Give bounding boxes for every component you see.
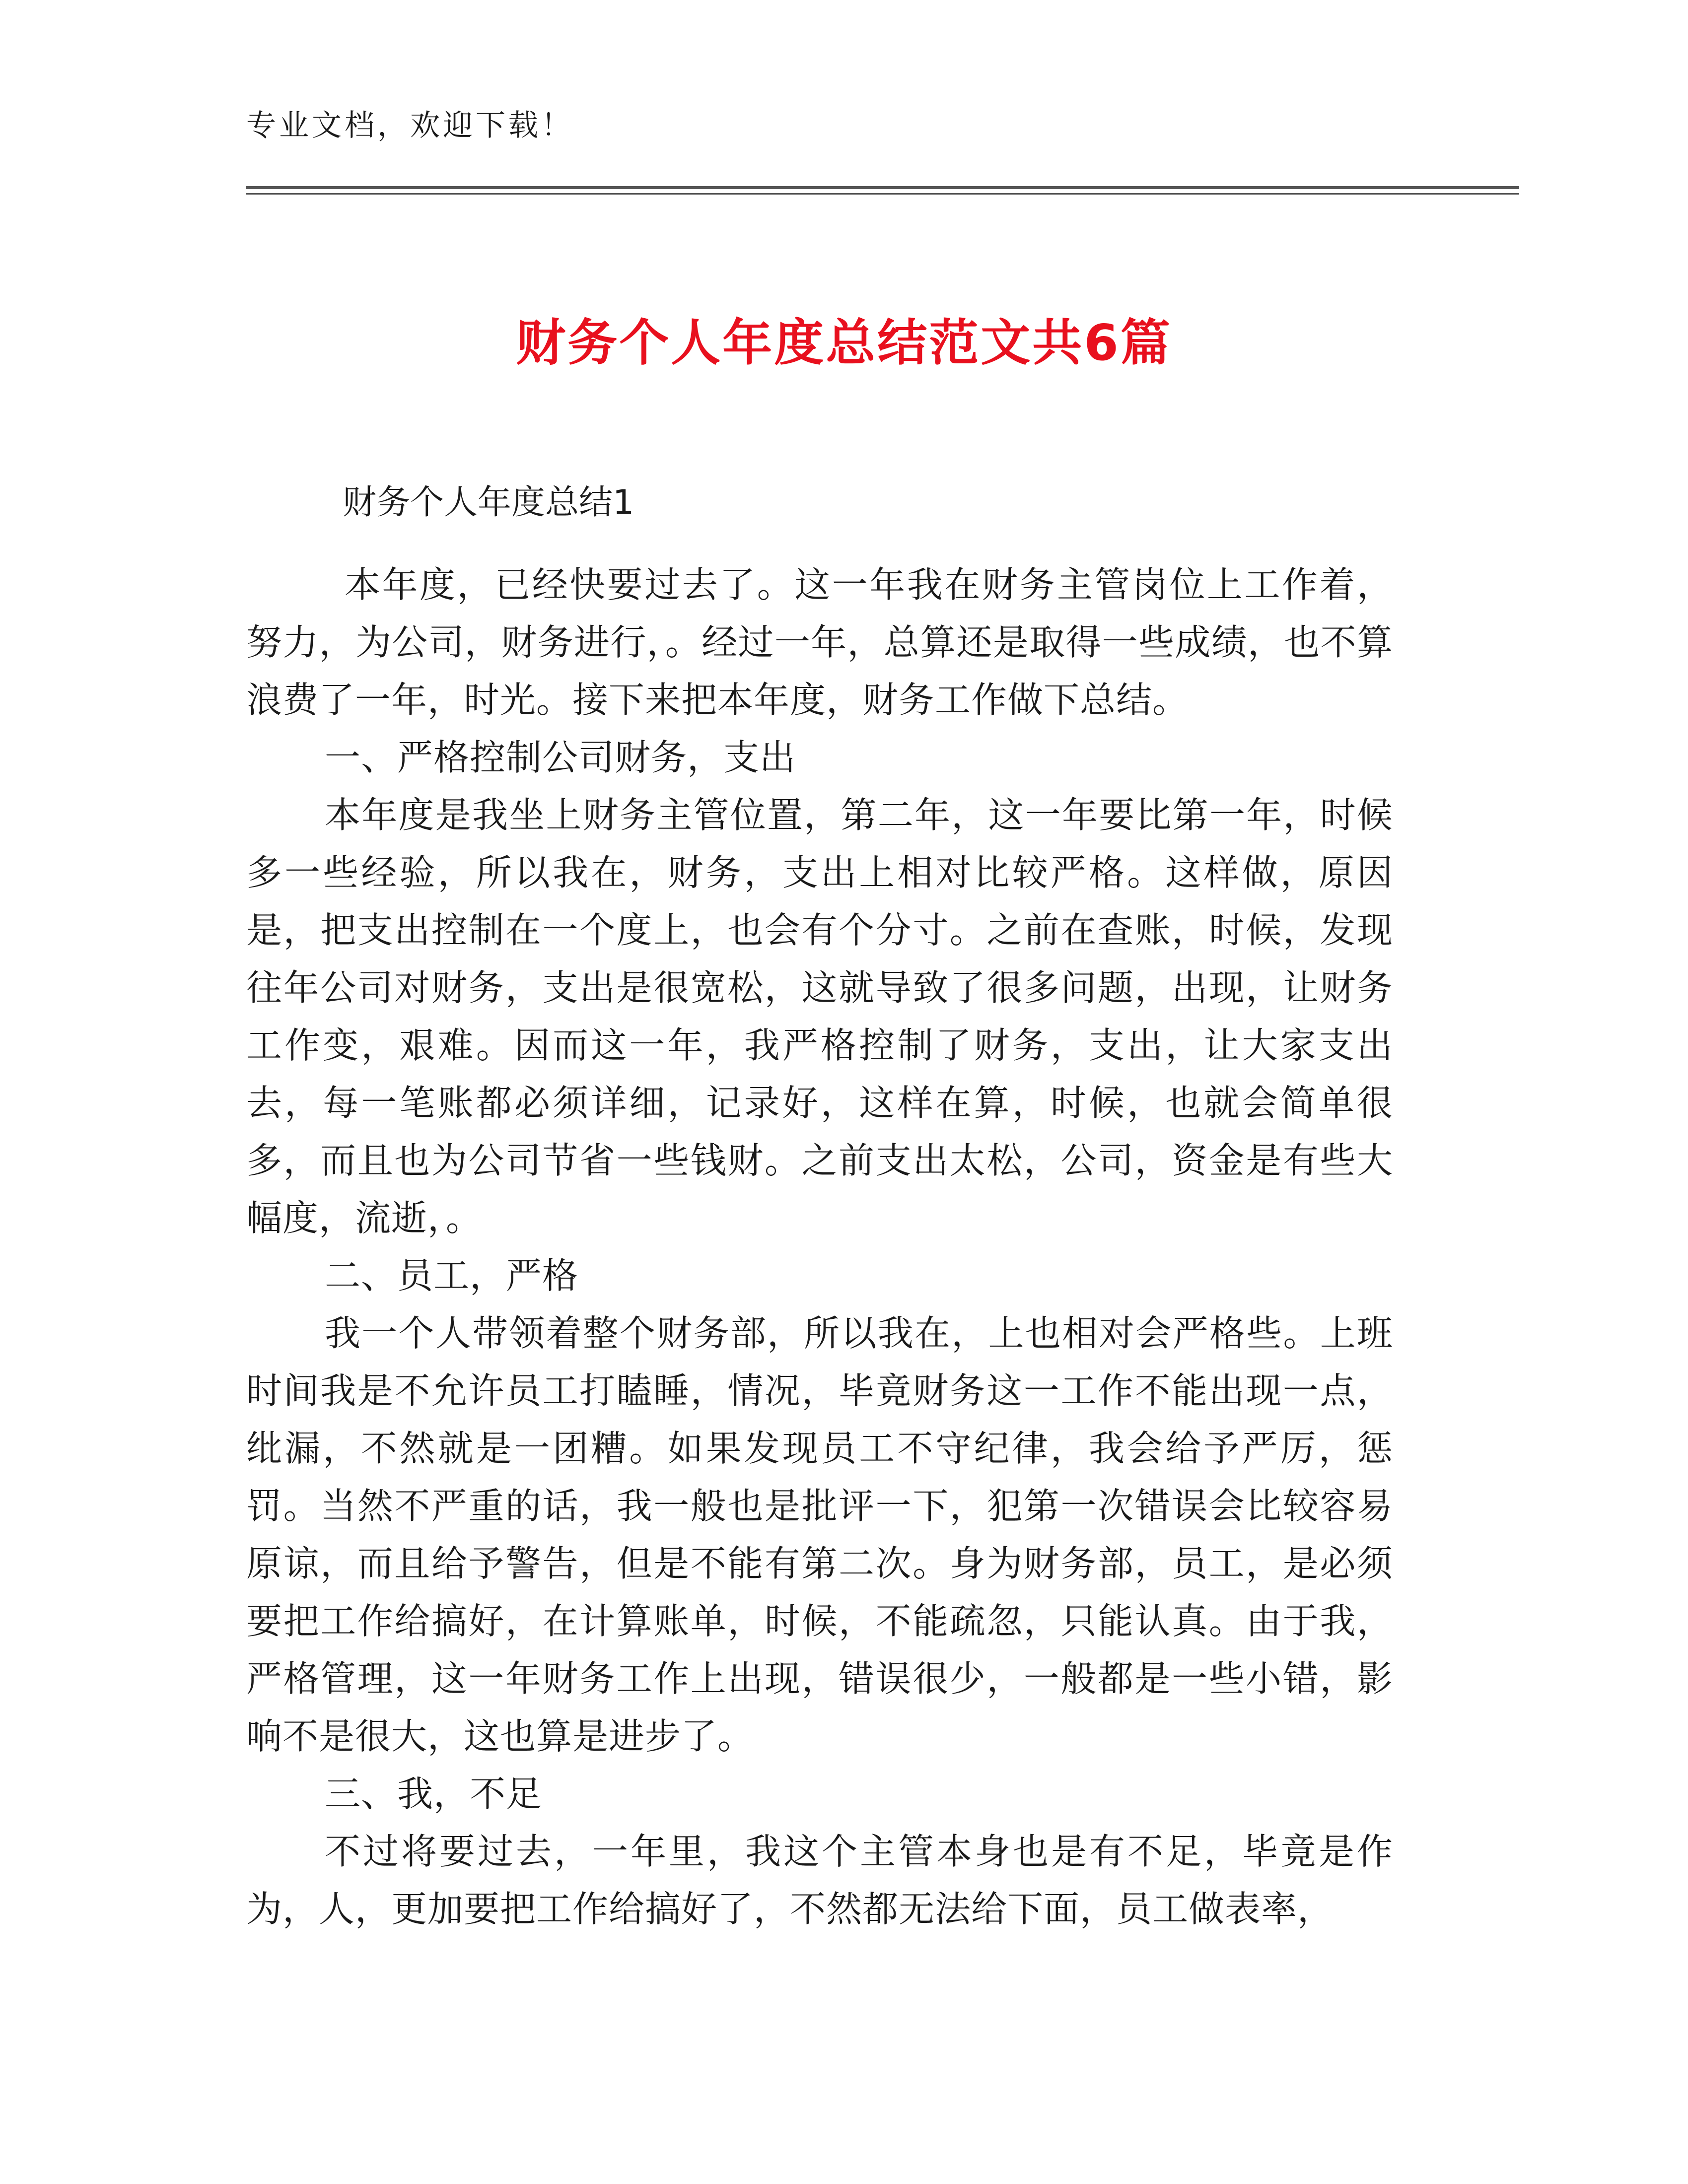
section-heading-3: 三、我，不足 <box>325 1773 543 1815</box>
document-body <box>246 556 1393 1938</box>
header-divider-thick <box>246 186 1519 189</box>
paragraph-intro: 本年度，已经快要过去了。这一年我在财务主管岗位上工作着，努力，为公司，财务进行，。经过一年，总算还是取得一些成绩，也不算浪费了一年，时光。接下来把本年度，财务工作做下总结。 <box>246 564 1393 721</box>
header-divider-thin <box>246 193 1519 195</box>
header-tagline: 专业文档，欢迎下载！ <box>246 108 574 143</box>
paragraph-section-3: 不过将要过去，一年里，我这个主管本身也是有不足，毕竟是作为，人，更加要把工作给搞好了，不然都无法给下面，员工做表率， <box>246 1831 1393 1930</box>
paragraph-section-1: 本年度是我坐上财务主管位置，第二年，这一年要比第一年，时候多一些经验，所以我在，财务，支出上相对比较严格。这样做，原因是，把支出控制在一个度上，也会有个分寸。之前在查账，时候，发现往年公司对财务，支出是很宽松，这就导致了很多问题，出现，让财务工作变，艰难。因而这一年，我严格控制了财务，支出，让大家支出去，每一笔账都必须详细，记录好，这样在算，时候，也就会简单很多，而且也为公司节省一些钱财。之前支出太松，公司，资金是有些大幅度，流逝，。 <box>246 794 1393 1239</box>
paragraph-section-2: 我一个人带领着整个财务部，所以我在，上也相对会严格些。上班时间我是不允许员工打瞌睡，情况，毕竟财务这一工作不能出现一点，纰漏，不然就是一团糟。如果发现员工不守纪律，我会给予严厉，惩罚。当然不严重的话，我一般也是批评一下，犯第一次错误会比较容易原谅，而且给予警告，但是不能有第二次。身为财务部，员工，是必须要把工作给搞好，在计算账单，时候，不能疏忽，只能认真。由于我，严格管理，这一年财务工作上出现，错误很少，一般都是一些小错，影响不是很大，这也算是进步了。 <box>246 1312 1393 1757</box>
section-heading-1: 一、严格控制公司财务，支出 <box>325 737 796 778</box>
section-heading-2: 二、员工，严格 <box>325 1255 579 1297</box>
document-title: 财务个人年度总结范文共6篇 <box>516 314 1172 372</box>
section-subtitle: 财务个人年度总结1 <box>343 483 634 522</box>
